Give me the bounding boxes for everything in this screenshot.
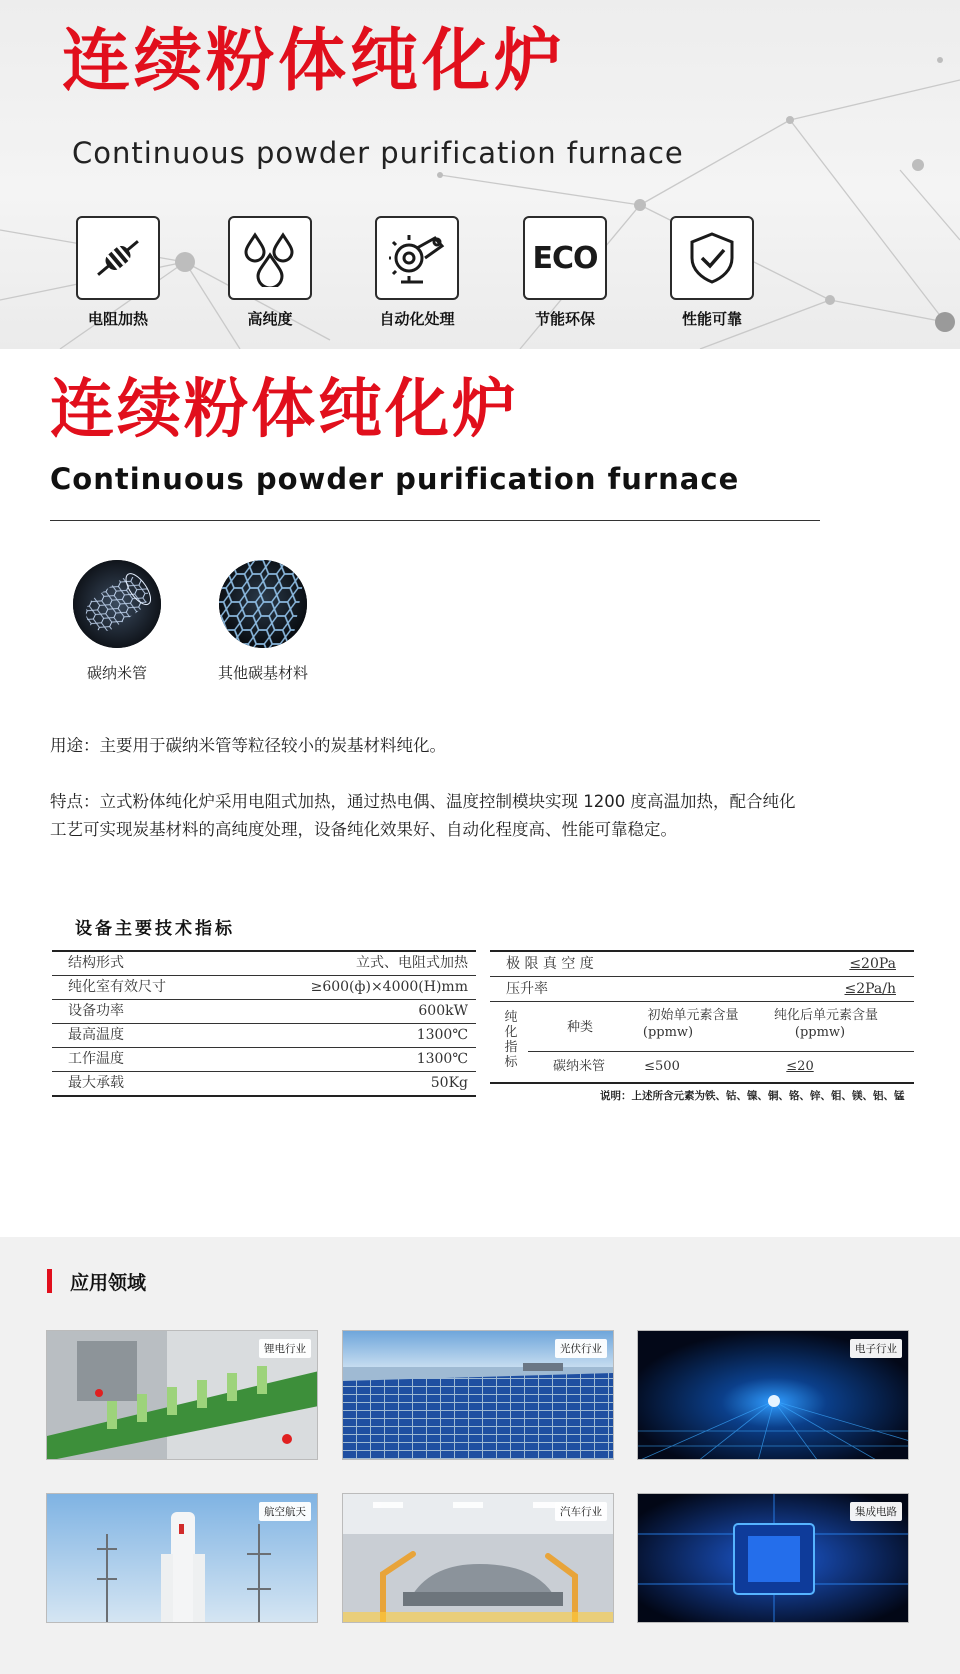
banner-title: 连续粉体纯化炉 — [62, 22, 567, 101]
carbon-nanotube-image — [73, 560, 161, 648]
feature-automation — [352, 216, 482, 329]
droplets-icon — [241, 229, 299, 287]
table-row: 纯化室有效尺寸 ≥600(ф)×4000(H)mm — [52, 976, 476, 1000]
feature-label: 节能环保 — [534, 310, 595, 328]
resistor-icon — [90, 230, 146, 286]
features-text-line-1: 特点：立式粉体纯化炉采用电阻式加热，通过热电偶、温度控制模块实现 1200 度高温加热，配合纯化 — [50, 792, 796, 811]
features-text-line-2: 工艺可实现炭基材料的高纯度处理，设备纯化效果好、自动化程度高、性能可靠稳定。 — [50, 820, 677, 839]
material-label: 碳纳米管 — [86, 664, 147, 682]
product-title: 连续粉体纯化炉 — [50, 373, 519, 447]
purity-row-header: 纯化指标 — [504, 1010, 518, 1070]
app-tile-aerospace — [46, 1493, 318, 1623]
graphene-image — [219, 560, 307, 648]
hero-banner — [0, 0, 960, 349]
app-tile-automotive — [342, 1493, 614, 1623]
app-label: 锂电行业 — [259, 1339, 311, 1358]
col-type: 种类 — [566, 1020, 593, 1035]
specs-heading: 设备主要技术指标 — [75, 919, 235, 939]
shield-check-icon — [684, 230, 740, 286]
col-initial-unit: (ppmw) — [642, 1025, 694, 1040]
feature-label: 自动化处理 — [379, 310, 455, 328]
table-row: 设备功率 600kW — [52, 1000, 476, 1024]
feature-resistor-heating — [53, 216, 183, 329]
gear-arm-icon — [387, 228, 447, 288]
app-tile-ic — [637, 1493, 909, 1623]
app-label: 航空航天 — [259, 1502, 311, 1521]
specs-table-left — [52, 950, 476, 1097]
purity-initial: ≤500 — [644, 1059, 680, 1074]
feature-label: 性能可靠 — [681, 310, 742, 328]
app-label: 电子行业 — [850, 1339, 902, 1358]
table-row: 最大承载 50Kg — [68, 1075, 468, 1091]
table-row: 工作温度 1300℃ — [52, 1048, 476, 1072]
applications-section — [0, 1237, 960, 1674]
feature-label: 高纯度 — [247, 310, 293, 328]
product-subtitle: Continuous powder purification furnace — [50, 462, 740, 496]
purity-material: 碳纳米管 — [552, 1059, 605, 1074]
app-label: 汽车行业 — [555, 1502, 607, 1521]
feature-high-purity — [205, 216, 335, 329]
specs-table-right — [490, 950, 914, 1084]
app-label: 光伏行业 — [555, 1339, 607, 1358]
eco-icon: ECO — [532, 240, 598, 276]
table-row: 极 限 真 空 度 ≤20Pa — [490, 952, 914, 977]
purity-after: ≤20 — [786, 1059, 814, 1074]
purity-table — [490, 1002, 914, 1084]
applications-heading: 应用领域 — [47, 1269, 146, 1293]
material-other-carbon — [188, 560, 338, 683]
col-initial: 初始单元素含量 — [647, 1008, 739, 1023]
feature-eco — [500, 216, 630, 329]
feature-label: 电阻加热 — [87, 310, 148, 328]
divider — [50, 520, 820, 521]
material-label: 其他碳基材料 — [217, 664, 308, 682]
table-row: 压升率 ≤2Pa/h — [490, 977, 914, 1002]
table-row: 结构形式 立式、电阻式加热 — [52, 952, 476, 976]
material-carbon-nanotube — [42, 560, 192, 683]
banner-subtitle: Continuous powder purification furnace — [72, 136, 684, 170]
feature-reliable — [647, 216, 777, 329]
table-row: 最高温度 1300℃ — [52, 1024, 476, 1048]
specs-note: 说明：上述所含元素为铁、钴、镍、铜、铬、锌、钼、镁、铝、锰 — [600, 1090, 905, 1102]
col-after: 纯化后单元素含量 — [773, 1008, 878, 1023]
usage-text: 用途：主要用于碳纳米管等粒径较小的炭基材料纯化。 — [50, 736, 446, 755]
app-label: 集成电路 — [850, 1502, 902, 1521]
app-tile-lithium — [46, 1330, 318, 1460]
app-tile-pv — [342, 1330, 614, 1460]
col-after-unit: (ppmw) — [794, 1025, 846, 1040]
app-tile-electronics — [637, 1330, 909, 1460]
